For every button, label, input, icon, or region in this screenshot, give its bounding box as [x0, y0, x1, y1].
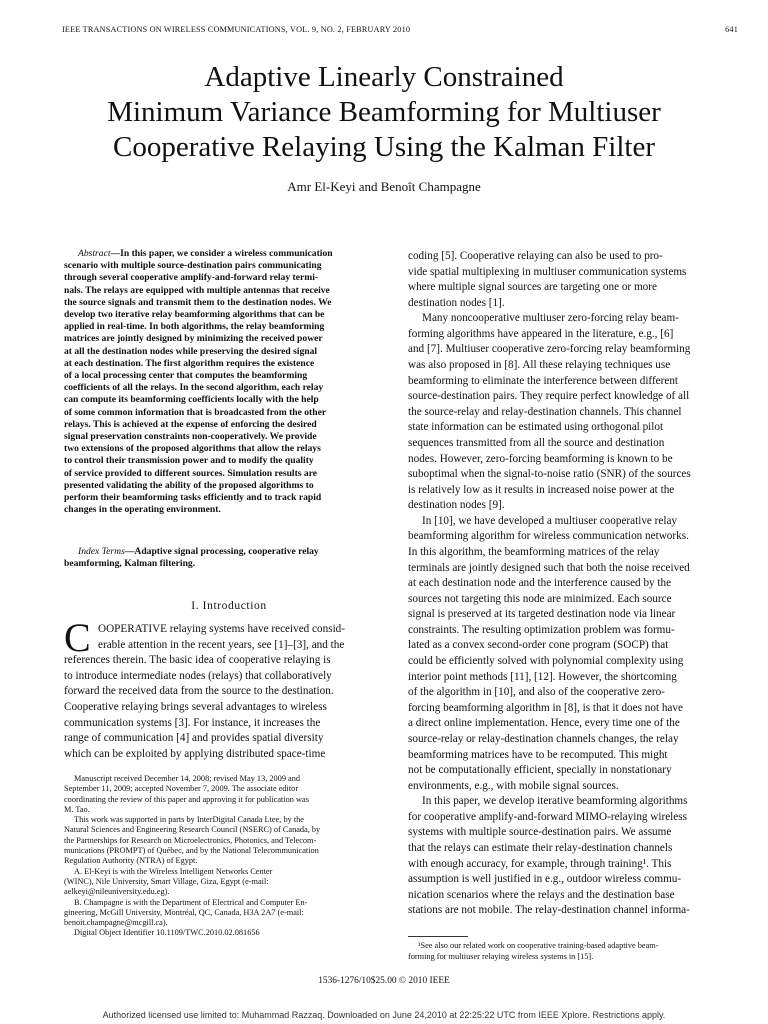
text-line: signal is preserved at its targeted destination node via linear	[408, 608, 676, 621]
text-line: forming for multiuser relaying wireless systems in [15].	[408, 952, 594, 961]
text-line: state information can be estimated using orthogonal pilot	[408, 421, 664, 434]
abstract	[64, 248, 394, 516]
text-line: In this paper, we develop iterative beamforming algorithms	[422, 795, 688, 808]
text-line: the source signals and transmit them to the destination nodes. We	[64, 296, 332, 308]
text-line: can compute its beamforming coefficients locally with the help	[64, 394, 319, 406]
footnotes-left	[64, 774, 394, 939]
text-line: Manuscript received December 14, 2008; revised May 13, 2009 and	[74, 774, 301, 783]
text-line: applied in real-time. In both algorithms, the relay beamforming	[64, 321, 325, 333]
text-line: A. El-Keyi is with the Wireless Intelligent Networks Center	[74, 866, 273, 876]
text-line: references therein. The basic idea of cooperative relaying is	[64, 654, 331, 667]
text-line: for cooperative amplify-and-forward MIMO-relaying wireless	[408, 810, 687, 823]
text-line: systems with multiple source-destination pairs. We assume	[408, 826, 672, 839]
footnote-rule	[408, 936, 468, 937]
text-line: sources not targeting this node are minimized. Each source	[408, 592, 672, 605]
journal-header: IEEE TRANSACTIONS ON WIRELESS COMMUNICATIONS, VOL. 9, NO. 2, FEBRUARY 2010	[62, 25, 411, 34]
running-header	[62, 25, 738, 39]
footnote-right	[408, 940, 738, 962]
text-line: destination nodes [9].	[408, 499, 505, 512]
text-line: where multiple signal sources are targeting one or more	[408, 281, 657, 294]
text-line: the source-relay and relay-destination channels. This channel	[408, 405, 682, 418]
text-line: develop two iterative relay beamforming algorithms that can be	[64, 309, 325, 321]
drop-cap: C	[64, 615, 91, 660]
text-line: assumption is well justified in e.g., outdoor wireless commu-	[408, 873, 682, 886]
text-line: perform their beamforming tasks efficiently and to track rapid	[64, 492, 322, 504]
text-line: coding [5]. Cooperative relaying can also be used to pro-	[408, 250, 663, 262]
text-line: of some common information that is broadcasted from the other	[64, 406, 327, 418]
page-number: 641	[725, 25, 738, 34]
text-line: to introduce intermediate nodes (relays) that collaboratively	[64, 669, 332, 682]
text-line: September 11, 2009; accepted November 7, 2009. The associate editor	[64, 784, 299, 794]
text-line: not be computationally efficient, specially in nonstationary	[408, 764, 672, 777]
text-line: through several cooperative amplify-and-forward relay termi-	[64, 272, 319, 284]
text-line: ¹See also our related work on cooperative training-based adaptive beam-	[418, 941, 659, 950]
text-line: the Partnerships for Research on Microelectronics, Photonics, and Telecom-	[64, 835, 317, 845]
text-line: munications (PROMPT) of Québec, and by the National Telecommunication	[64, 846, 319, 856]
text-line: Cooperative relaying brings several advantages to wireless	[64, 700, 327, 713]
abstract-first-line: —In this paper, we consider a wireless communication	[110, 248, 333, 259]
text-line: lated as a convex second-order cone program (SOCP) that	[408, 639, 669, 652]
text-line: In this algorithm, the beamforming matrices of the relay	[408, 545, 660, 558]
text-line: communication systems [3]. For instance, it increases the	[64, 716, 321, 729]
text-line: M. Tao.	[64, 804, 90, 814]
text-line: at each destination node and the interference caused by the	[408, 577, 672, 590]
text-line: benoit.champagne@mcgill.ca).	[64, 918, 168, 928]
text-line	[64, 248, 394, 260]
text-line: changes in the operating environment.	[64, 504, 221, 516]
text-line: suboptimal when the signal-to-noise ratio (SNR) of the sources	[408, 468, 691, 481]
text-line: of the algorithm in [10], and also of the cooperative zero-	[408, 686, 665, 699]
text-line: which can be exploited by applying distributed space-time	[64, 747, 326, 760]
text-line: at each destination. The first algorithm requires the existence	[64, 357, 315, 369]
index-terms-label: Index Terms	[78, 546, 125, 557]
text-line: OOPERATIVE relaying systems have received consid-	[98, 623, 345, 635]
text-line: sequences transmitted from all the source and destination	[408, 436, 665, 449]
text-line: source-relay or relay-destination channels changes, the relay	[408, 732, 679, 745]
text-line: two extensions of the proposed algorithms that allow the relays	[64, 443, 321, 455]
text-line: forming algorithms have appeared in the literature, e.g., [6]	[408, 327, 674, 340]
section-heading: I. Introduction	[191, 600, 267, 612]
text-line: and [7]. Multiuser cooperative zero-forcing relay beamforming	[408, 343, 691, 356]
text-line: source-destination pairs. They require perfect knowledge of all	[408, 390, 690, 403]
text-line: that the relays can estimate their relay-destination channels	[408, 841, 673, 854]
text-line: could be efficiently solved with polynomial complexity using	[408, 655, 684, 668]
text-line: presented validating the ability of the proposed algorithms to	[64, 479, 314, 491]
authorized-use-notice: Authorized licensed use limited to: Muhammad Razzaq. Downloaded on June 24,2010 at 22:25:22 UTC from IEEE Xplore. Restrictions apply.	[102, 1010, 666, 1020]
text-line: a direct online implementation. Hence, every time one of the	[408, 717, 680, 730]
text-line: relays. This is achieved at the expense of enforcing the desired	[64, 418, 317, 430]
text-line: beamforming matrices have to be recomputed. This might	[408, 748, 668, 761]
title-line: Minimum Variance Beamforming for Multiuser	[107, 96, 661, 128]
title-line: Adaptive Linearly Constrained	[204, 61, 564, 93]
text-line: coefficients of all the relays. In the second algorithm, each relay	[64, 382, 324, 394]
copyright-line: 1536-1276/10$25.00 © 2010 IEEE	[318, 976, 450, 986]
text-line: beamforming to eliminate the interference between different	[408, 374, 679, 387]
text-line: aelkeyi@nileuniversity.edu.eg).	[64, 887, 170, 897]
text-line: stations are not mobile. The relay-destination channel informa-	[408, 904, 690, 917]
text-line: environments, e.g., with mobile signal sources.	[408, 779, 619, 792]
text-line: is relatively low as it results in increased noise power at the	[408, 483, 675, 496]
text-line: Many noncooperative multiuser zero-forcing relay beam-	[422, 312, 679, 325]
text-line: erable attention in the recent years, see [1]–[3], and the	[98, 638, 345, 651]
text-line: matrices are jointly designed by minimizing the received power	[64, 333, 323, 345]
text-line: Regulation Authority (NTRA) of Egypt.	[64, 856, 198, 866]
text-line: was also proposed in [8]. All these relaying techniques use	[408, 359, 671, 372]
text-line: interior point methods [11], [12]. However, the shortcoming	[408, 670, 677, 683]
text-line: signal preservation constraints non-cooperatively. We provide	[64, 431, 317, 443]
text-line: range of communication [4] and provides spatial diversity	[64, 732, 324, 745]
text-line: gineering, McGill University, Montréal, QC, Canada, H3A 2A7 (e-mail:	[64, 907, 304, 917]
text-line: Digital Object Identifier 10.1109/TWC.2010.02.081656	[74, 928, 260, 938]
index-terms-first-line: —Adaptive signal processing, cooperative relay	[124, 546, 319, 557]
paper-title	[40, 60, 728, 165]
text-line: constraints. The resulting optimization problem was formu-	[408, 623, 675, 636]
abstract-label: Abstract	[78, 248, 111, 259]
author-list: Amr El-Keyi and Benoît Champagne	[287, 179, 481, 194]
text-line: forcing beamforming algorithm in [8], is that it does not have	[408, 701, 683, 714]
introduction-text	[64, 615, 394, 762]
text-line: with enough accuracy, for example, through training¹. This	[408, 857, 672, 870]
text-line: of a local processing center that computes the beamforming	[64, 370, 308, 382]
text-line: at all the destination nodes while preserving the desired signal	[64, 345, 318, 357]
text-line: forward the received data from the source to the destination.	[64, 685, 334, 698]
text-line: B. Champagne is with the Department of Electrical and Computer En-	[74, 897, 308, 907]
text-line: of service provided to different sources. Simulation results are	[64, 467, 318, 479]
title-line: Cooperative Relaying Using the Kalman Filter	[112, 131, 656, 163]
text-line: nodes. However, zero-forcing beamforming is known to be	[408, 452, 673, 465]
text-line: In [10], we have developed a multiuser cooperative relay	[422, 514, 678, 527]
text-line: terminals are jointly designed such that both the noise received	[408, 561, 690, 574]
text-line: nication scenarios where the relays and the destination base	[408, 888, 675, 901]
text-line: This work was supported in parts by InterDigital Canada Ltee, by the	[74, 815, 304, 825]
text-line: Natural Sciences and Engineering Research Council (NSERC) of Canada, by	[64, 825, 321, 835]
text-line: vide spatial multiplexing in multiuser communication systems	[408, 265, 687, 278]
text-line: nals. The relays are equipped with multiple antennas that receive	[64, 284, 330, 296]
text-line: to control their transmission power and to modify the quality	[64, 455, 314, 467]
text-line: coordinating the review of this paper and approving it for publication was	[64, 794, 309, 804]
text-line: scenario with multiple source-destination pairs communicating	[64, 260, 322, 272]
text-line	[64, 546, 394, 558]
right-column-text	[408, 249, 738, 919]
text-line: (WINC), Nile University, Smart Village, Giza, Egypt (e-mail:	[64, 876, 269, 886]
text-line: beamforming algorithm for wireless communication networks.	[408, 530, 689, 543]
text-line: destination nodes [1].	[408, 296, 505, 309]
text-line: beamforming, Kalman filtering.	[64, 558, 196, 570]
index-terms	[64, 546, 394, 570]
